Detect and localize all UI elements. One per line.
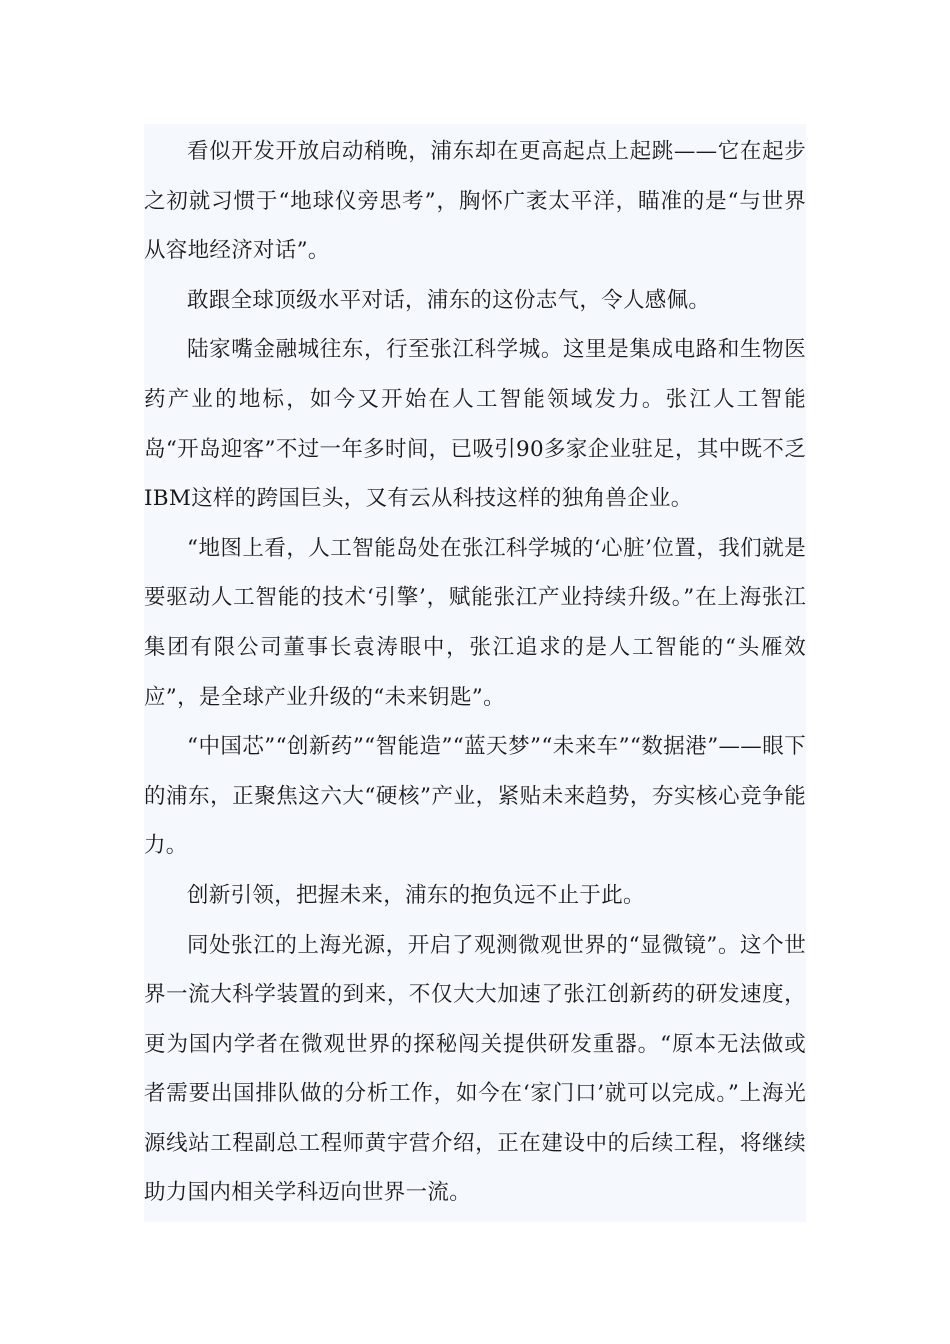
paragraph-1: 看似开发开放启动稍晚，浦东却在更高起点上起跳——它在起步之初就习惯于“地球仪旁思考”，胸怀广袤太平洋，瞄准的是“与世界从容地经济对话”。 [144,139,806,264]
paragraph-6: 创新引领，把握未来，浦东的抱负远不止于此。 [187,882,645,908]
paragraph-5: “中国芯”“创新药”“智能造”“蓝天梦”“未来车”“数据港”——眼下的浦东，正聚焦这六大“硬核”产业，紧贴未来趋势，夯实核心竞争能力。 [144,734,806,859]
paragraph-7: 同处张江的上海光源，开启了观测微观世界的“显微镜”。这个世界一流大科学装置的到来，不仅大大加速了张江创新药的研发速度，更为国内学者在微观世界的探秘闯关提供研发重器。“原本无法做或者需要出国排队做的分析工作，如今在‘家门口’就可以完成。”上海光源线站工程副总工程师黄宇营介绍，正在建设中的后续工程，将继续助力国内相关学科迈向世界一流。 [144,932,806,1206]
paragraph-2: 敢跟全球顶级水平对话，浦东的这份志气，令人感佩。 [187,287,711,313]
paragraph-4: “地图上看，人工智能岛处在张江科学城的‘心脏’位置，我们就是要驱动人工智能的技术‘引擎’，赋能张江产业持续升级。”在上海张江集团有限公司董事长袁涛眼中，张江追求的是人工智能的“头雁效应”，是全球产业升级的“未来钥匙”。 [144,535,806,710]
paragraph-3: 陆家嘴金融城往东，行至张江科学城。这里是集成电路和生物医药产业的地标，如今又开始在人工智能领域发力。张江人工智能岛“开岛迎客”不过一年多时间，已吸引90多家企业驻足，其中既不乏IBM这样的跨国巨头，又有云从科技这样的独角兽企业。 [144,337,806,512]
article-text-block [144,124,806,1222]
